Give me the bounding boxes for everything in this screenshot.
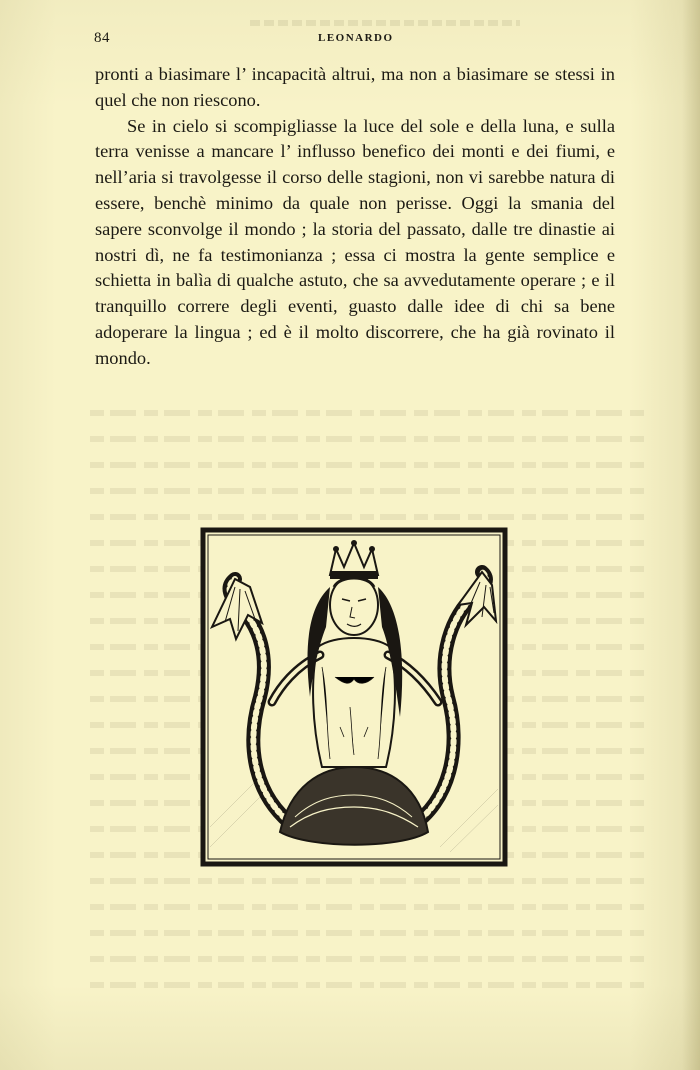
page-number: 84 xyxy=(94,30,110,46)
running-head: LEONARDO xyxy=(318,32,394,44)
body-text xyxy=(95,62,615,372)
paragraph: Se in cielo si scompigliasse la luce del sole e della luna, e sulla terra venisse a mancare l’ influsso benefico dei monti e dei fiumi, e nell’aria si travolgesse il corso delle stagioni, non vi sarebbe natura di essere, benchè minimo da quale non perisse. Oggi la smania del sapere sconvolge il mondo ; la storia del passato, dalle tre dinastie ai nostri dì, ne fa testimonianza ; essa ci mostra la gente semplice e schietta in balìa di qualche astuto, che sa avvedutamente operare ; e il tranquillo correre degli eventi, guasto dalle idee di chi sa bene adoperare la lingua ; ed è il molto discorrere, che ha già rovinato il mondo. xyxy=(95,115,615,368)
paragraph: pronti a biasimare l’ incapacità altrui, ma non a biasimare se stessi in quel che non riescono. xyxy=(95,64,615,110)
siren-woodcut-illustration xyxy=(200,527,508,867)
page-edge-shadow xyxy=(682,0,700,1070)
bleed-through-header xyxy=(250,20,520,26)
